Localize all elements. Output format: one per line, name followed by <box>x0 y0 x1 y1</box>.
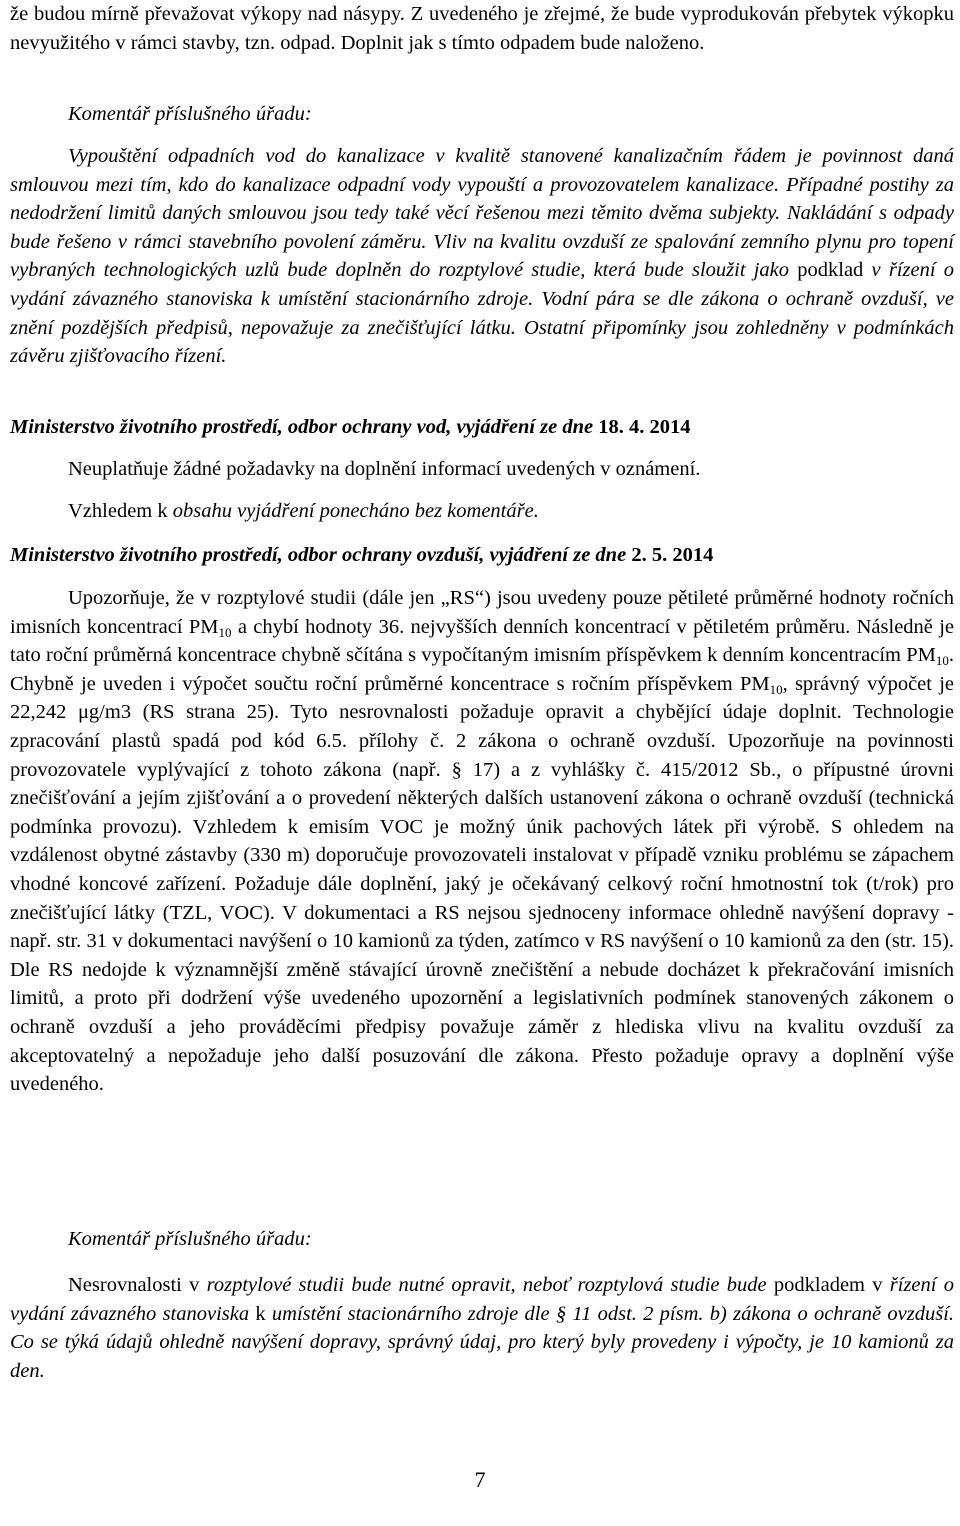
water-heading-text: Ministerstvo životního prostředí, odbor ochrany vod, vyjádření ze dne <box>10 416 594 438</box>
air-heading-text: Ministerstvo životního prostředí, odbor ochrany ovzduší, vyjádření ze dne <box>10 544 627 566</box>
comment2-a: Nesrovnalosti v <box>68 1274 207 1296</box>
water-text-1: Neuplatňuje žádné požadavky na doplnění informací uvedených v oznámení. <box>68 458 701 480</box>
comment-text-1c: v řízení o vydání závazného stanoviska k umístění stacionárního zdroje. Vodní pára se dle zákona o ochraně ovzduší, ve znění pozdějších předpisů, nepovažuje za znečišťující látku. Ostatní připomínky jsou zohledněny v podmínkách závěru zjišťovacího řízení. <box>10 259 955 368</box>
water-text-2b: obsahu vyjádření ponecháno bez komentáře. <box>172 500 539 522</box>
air-section-heading <box>10 541 954 570</box>
air-section-body <box>10 584 954 1099</box>
comment2-e: k <box>249 1302 272 1325</box>
comment2-f: umístění stacionárního zdroje dle § 11 odst. 2 písm. b) zákona o ochraně ovzduší. Co se týká údajů ohledně navýšení dopravy, správný údaj, pro který byly provedeny i výpočty, je 10 kamionů za den. <box>10 1302 955 1382</box>
comment-text-1b: podklad <box>797 259 864 282</box>
water-section-heading <box>10 413 954 442</box>
air-t3: . Chybně je uveden i výpočet součtu roční průměrné koncentrace s ročním příspěvkem PM <box>10 644 954 695</box>
comment2-b: rozptylové studii bude nutné opravit, neboť rozptylová studie bude <box>206 1274 767 1296</box>
comment-text-1a: Vypouštění odpadních vod do kanalizace v kvalitě stanovené kanalizačním řádem je povinnost daná smlouvou mezi tím, kdo do kanalizace odpadní vody vypouští a provozovatelem kanalizace. Případné postihy za nedodržení limitů daných smlouvou jsou tedy také věcí řešenou mezi těmito dvěma subjekty. Nakládání s odpady bude řešeno v rámci stavebního povolení záměru. Vliv na kvalitu ovzduší ze spalování zemního plynu pro topení vybraných technologických uzlů bude doplněn do rozptylové studie, která bude sloužit jako <box>10 145 954 282</box>
intro-paragraph: že budou mírně převažovat výkopy nad násypy. Z uvedeného je zřejmé, že bude vyprodukován přebytek výkopku nevyužitého v rámci stavby, tzn. odpad. Doplnit jak s tímto odpadem bude naloženo. <box>10 3 954 54</box>
air-t4: , správný výpočet je 22,242 μg/m3 (RS strana 25). Tyto nesrovnalosti požaduje opravit a chybějící údaje doplnit. Technologie zpracování plastů spadá pod kód 6.5. přílohy č. 2 zákona o ochraně ovzduší. Upozorňuje na povinnosti provozovatele vyplývající z tohoto zákona (např. § 17) a z vyhlášky č. 415/2012 Sb., o přípustné úrovni znečišťování a jejím zjišťování a o provedení některých dalších ustanovení zákona o ochraně ovzduší (technická podmínka provozu). Vzhledem k emisím VOC je možný únik pachových látek při výrobě. S ohledem na vzdálenost obytné zástavby (330 m) doporučuje provozovateli instalovat v případě vzniku problému se zápachem vhodné koncové zařízení. Požaduje dále doplnění, jaký je očekávaný celkový roční hmotnostní tok (t/rok) pro znečišťující látky (TZL, VOC). V dokumentaci a RS nejsou sjednoceny informace ohledně navýšení dopravy - např. str. 31 v dokumentaci navýšení o 10 kamionů za týden, zatímco v RS navýšení o 10 kamionů za den (str. 15). Dle RS nedojde k významnější změně stávající úrovně znečištění a nebude docházet k překračování imisních limitů, a proto při dodržení výše uvedeného upozornění a legislativních podmínek stanovených zákonem o ochraně ovzduší a jeho prováděcími předpisy považuje záměr z hlediska vlivu na kvalitu ovzduší za akceptovatelný a nepožaduje jeho další posuzování dle zákona. Přesto požaduje opravy a doplnění výše uvedeného. <box>10 672 954 1096</box>
comment-text-1 <box>10 142 954 371</box>
comment-text-2 <box>10 1271 954 1385</box>
comment-label-2: Komentář příslušného úřadu: <box>68 1228 312 1250</box>
air-sub1: 10 <box>218 624 232 640</box>
air-t2: a chybí hodnoty 36. nejvyšších denních koncentrací v pětiletém průměru. Následně je tato roční průměrná koncentrace chybně sčítána s vypočítaným imisním příspěvkem k denním koncentracím PM <box>10 615 954 667</box>
water-text-2a: Vzhledem k <box>68 500 173 522</box>
air-sub3: 10 <box>769 681 783 697</box>
air-heading-date: 2. 5. 2014 <box>631 544 714 566</box>
water-heading-date: 18. 4. 2014 <box>598 416 691 438</box>
air-sub2: 10 <box>935 653 949 669</box>
comment2-c: podkladem v <box>766 1274 890 1296</box>
page-number: 7 <box>474 1467 486 1492</box>
comment-label-1: Komentář příslušného úřadu: <box>68 103 312 125</box>
comment2-d: řízení o vydání závazného stanoviska <box>10 1274 954 1325</box>
air-t1: Upozorňuje, že v rozptylové studii (dále jen „RS“) jsou uvedeny pouze pětileté průměrné hodnoty ročních imisních koncentrací PM <box>10 587 954 638</box>
water-text-2 <box>10 497 954 526</box>
